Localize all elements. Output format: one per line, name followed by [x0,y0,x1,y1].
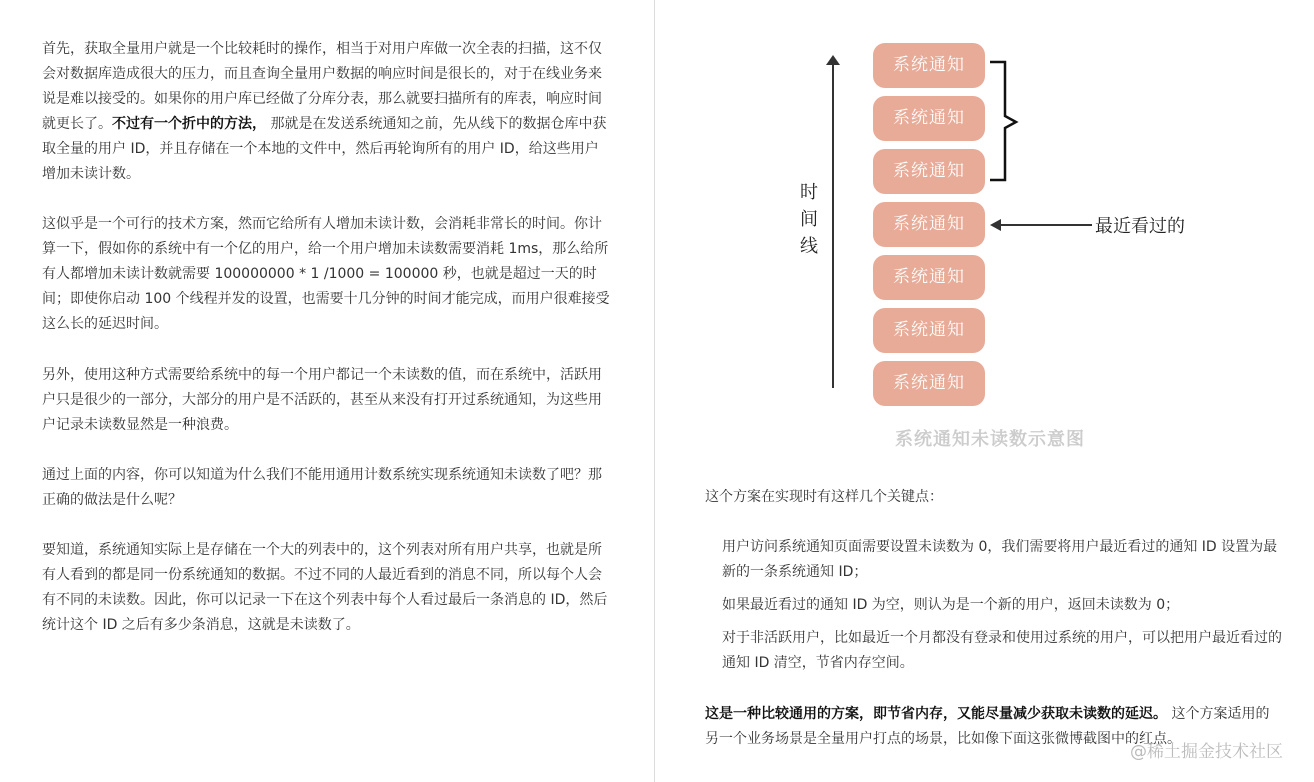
text: 首先，获取全量用户就是一个比较耗时的操作，相当于对用户库做一次全表的扫描，这不仅会对数据库造成很大的压力，而且查询全量用户数据的响应时间是很长的，对于在线业务来说是难以接受的。如果你的用户库已经做了分库分表，那么就要扫描所有的库表，响应时间就更长了。 [42,41,602,132]
notification-box: 系统通知 [873,308,985,353]
bold-text: 不过有一个折中的方法， [112,116,266,132]
recent-seen-label: 最近看过的 [1095,216,1185,237]
key-point: 用户访问系统通知页面需要设置未读数为 0，我们需要将用户最近看过的通知 ID 设置为最新的一条系统通知 ID； [722,539,1278,580]
watermark: @稀土掘金技术社区 [1130,742,1283,762]
text: 那就是在发送系统通知之前，先从线下的数据仓库中获取全量的用户 ID，并且存储在一个本地的文件中，然后再轮询所有的用户 ID，给这些用户增加未读计数。 [42,116,607,182]
bold-text: 这是一种比较通用的方案，即节省内存，又能尽量减少获取未读数的延迟。 [705,706,1167,722]
right-page [655,0,1314,782]
paragraph-full-scan [42,37,610,187]
intro-text: 这个方案在实现时有这样几个关键点： [705,489,943,505]
notification-box: 系统通知 [873,202,985,247]
paragraph-waste: 另外，使用这种方式需要给系统中的每一个用户都记一个未读数的值，而在系统中，活跃用户只是很少的一部分，大部分的用户是不活跃的，甚至从来没有打开过系统通知，为这些用户记录未读数显然是一种浪费。 [42,367,602,433]
key-point: 对于非活跃用户，比如最近一个月都没有登录和使用过系统的用户，可以把用户最近看过的通知 ID 清空，节省内存空间。 [722,630,1282,671]
axis-label-char: 时 [800,182,818,203]
text: 这个方案适用的另一个业务场景是全量用户打点的场景，比如像下面这张微博截图中的红点。 [705,706,1270,747]
notification-box: 系统通知 [873,361,985,406]
paragraph-solution: 要知道，系统通知实际上是存储在一个大的列表中的，这个列表对所有用户共享，也就是所有人看到的都是同一份系统通知的数据。不过不同的人最近看到的消息不同，所以每个人会有不同的未读数。因此，你可以记录一下在这个列表中每个人看过最后一条消息的 ID，然后统计这个 ID 之后有多少条消息，这就是未读数了。 [42,542,608,633]
notification-box: 系统通知 [873,43,985,88]
notification-box: 系统通知 [873,255,985,300]
left-page [0,0,654,782]
notification-box: 系统通知 [873,149,985,194]
axis-label-char: 线 [800,236,818,257]
key-point: 如果最近看过的通知 ID 为空，则认为是一个新的用户，返回未读数为 0； [722,597,1180,613]
notification-box: 系统通知 [873,96,985,141]
axis-label-char: 间 [800,209,818,230]
diagram-caption: 系统通知未读数示意图 [895,429,1085,450]
paragraph-question: 通过上面的内容，你可以知道为什么我们不能用通用计数系统实现系统通知未读数了吧？那正确的做法是什么呢？ [42,467,602,508]
paragraph-cost: 这似乎是一个可行的技术方案，然而它给所有人增加未读计数，会消耗非常长的时间。你计算一下，假如你的系统中有一个亿的用户，给一个用户增加未读数需要消耗 1ms，那么给所有人都增加未读计数就需要 100000000 * 1 /1000 = 100000 秒，也就是超过一天的时间；即使你启动 100 个线程并发的设置，也需要十几分钟的时间才能完成，而用户很难接受这么长的延迟时间。 [42,216,610,332]
